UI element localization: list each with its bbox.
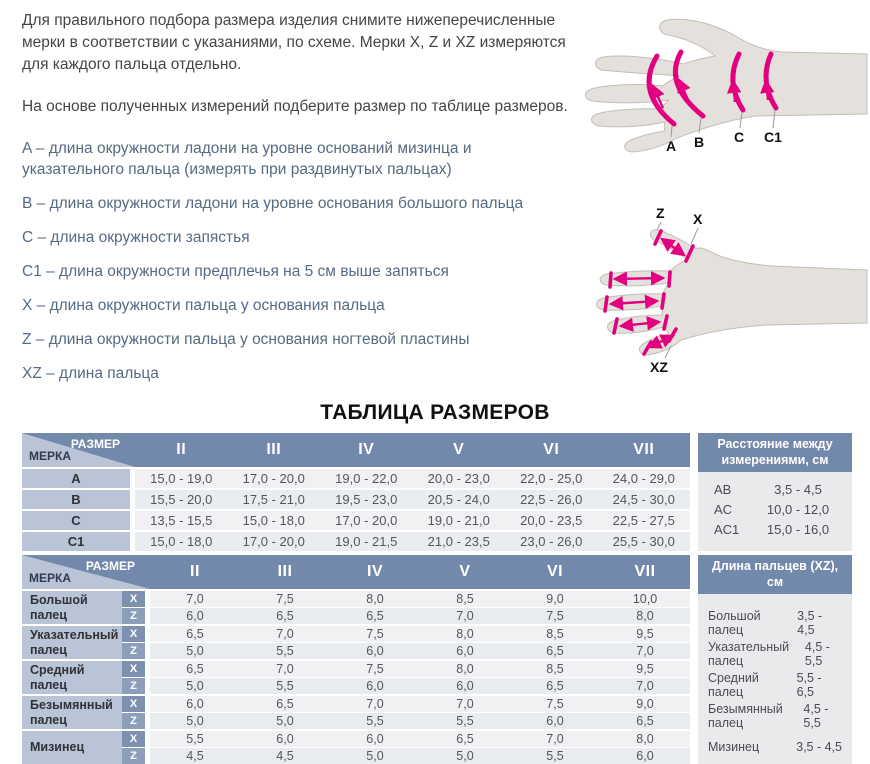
column-header: V (420, 555, 510, 589)
cell-value: 7,0 (600, 644, 690, 658)
cell-value: 9,0 (600, 697, 690, 711)
size-table-row (22, 511, 690, 530)
panel-row (698, 732, 852, 763)
row-values (150, 731, 690, 747)
panel-row-value: 3,5 - 4,5 (756, 482, 840, 497)
cell-value: 5,0 (240, 714, 330, 728)
cell-value: 5,5 (420, 714, 510, 728)
panel-row (698, 701, 852, 732)
cell-value: 13,5 - 15,5 (135, 513, 228, 528)
row-values (150, 608, 690, 624)
sub-label-x: X (122, 696, 145, 712)
band-label-b: B (694, 134, 704, 150)
column-header: III (240, 555, 330, 589)
row-label: C1 (22, 532, 130, 551)
row-values (150, 643, 690, 659)
sub-label-x: X (122, 626, 145, 642)
cell-value: 19,0 - 21,0 (413, 513, 506, 528)
cell-value: 21,0 - 23,5 (413, 534, 506, 549)
cell-value: 6,5 (240, 697, 330, 711)
cell-value: 6,0 (420, 679, 510, 693)
finger-sub-row (122, 678, 690, 694)
sub-label-z: Z (122, 608, 145, 624)
panel-row (698, 500, 852, 520)
row-values (150, 591, 690, 607)
cell-value: 15,5 - 20,0 (135, 492, 228, 507)
cell-value: 5,0 (330, 749, 420, 763)
cell-value: 7,0 (600, 679, 690, 693)
cell-value: 6,5 (510, 679, 600, 693)
cell-value: 7,0 (150, 592, 240, 606)
sub-label-x: X (122, 661, 145, 677)
corner-merka-label: МЕРКА (29, 571, 71, 585)
panel-row (698, 639, 852, 670)
sub-label-x: X (122, 731, 145, 747)
definition-item: Z – длина окружности пальца у основания ногтевой пластины (22, 329, 574, 350)
panel-row-label: Безымянный палец (708, 702, 803, 730)
row-values (150, 626, 690, 642)
row-label: A (22, 469, 130, 488)
cell-value: 7,0 (420, 697, 510, 711)
table-header (22, 433, 690, 467)
cell-value: 20,0 - 23,5 (505, 513, 598, 528)
panel-row-label: Большой палец (708, 609, 797, 637)
size-table-row (22, 490, 690, 509)
cell-value: 7,5 (330, 662, 420, 676)
panel-row-label: Мизинец (708, 740, 759, 754)
cell-value: 7,0 (330, 697, 420, 711)
cell-value: 5,0 (150, 714, 240, 728)
row-values (150, 748, 690, 764)
finger-group (22, 731, 690, 764)
definition-item: B – длина окружности ладони на уровне основания большого пальца (22, 193, 574, 214)
cell-value: 6,5 (150, 627, 240, 641)
row-values (135, 511, 690, 530)
row-values (135, 532, 690, 551)
finger-group (22, 626, 690, 659)
row-values (150, 661, 690, 677)
panel-row-value: 10,0 - 12,0 (756, 502, 840, 517)
cell-value: 15,0 - 18,0 (228, 513, 321, 528)
size-table (22, 433, 690, 551)
corner-size-label: РАЗМЕР (71, 437, 120, 451)
cell-value: 8,5 (510, 662, 600, 676)
sub-label-z: Z (122, 713, 145, 729)
finger-sub-row (122, 661, 690, 677)
mark-label-x: X (693, 211, 703, 227)
row-values (135, 490, 690, 509)
finger-sub-row (122, 643, 690, 659)
column-header: II (150, 555, 240, 589)
cell-value: 7,0 (510, 732, 600, 746)
finger-label: Большой палец (22, 591, 122, 624)
measure-definitions (22, 138, 574, 384)
definition-item: X – длина окружности пальца у основания пальца (22, 295, 574, 316)
cell-value: 4,5 (150, 749, 240, 763)
diagram-column (574, 10, 870, 397)
finger-sub-row (122, 713, 690, 729)
finger-table (22, 555, 690, 764)
cell-value: 17,0 - 20,0 (228, 471, 321, 486)
cell-value: 8,0 (600, 609, 690, 623)
cell-value: 6,5 (600, 714, 690, 728)
cell-value: 20,0 - 23,0 (413, 471, 506, 486)
panel-row-value: 15,0 - 16,0 (756, 522, 840, 537)
panel-body (698, 594, 852, 764)
column-header: VII (598, 433, 691, 467)
column-header: II (135, 433, 228, 467)
cell-value: 9,5 (600, 627, 690, 641)
cell-value: 8,0 (420, 627, 510, 641)
hand-finger-diagram (574, 186, 870, 386)
cell-value: 6,0 (420, 644, 510, 658)
cell-value: 9,0 (510, 592, 600, 606)
size-table-block (22, 433, 870, 551)
row-values (135, 469, 690, 488)
size-table-row (22, 469, 690, 488)
panel-row (698, 520, 852, 540)
finger-group (22, 591, 690, 624)
cell-value: 6,0 (330, 732, 420, 746)
finger-group (22, 696, 690, 729)
cell-value: 8,5 (420, 592, 510, 606)
panel-row-value: 5,5 - 6,5 (797, 671, 842, 699)
cell-value: 15,0 - 19,0 (135, 471, 228, 486)
corner-cell (22, 433, 135, 467)
cell-value: 8,5 (510, 627, 600, 641)
cell-value: 5,0 (150, 644, 240, 658)
cell-value: 6,0 (330, 644, 420, 658)
column-header: IV (320, 433, 413, 467)
cell-value: 6,0 (150, 609, 240, 623)
panel-row (698, 670, 852, 701)
cell-value: 6,0 (240, 732, 330, 746)
column-header: III (228, 433, 321, 467)
hand-silhouette (585, 19, 867, 152)
cell-value: 7,5 (510, 697, 600, 711)
row-label: B (22, 490, 130, 509)
cell-value: 5,5 (240, 644, 330, 658)
cell-value: 8,0 (600, 732, 690, 746)
finger-label: Средний палец (22, 661, 122, 694)
definition-item: C1 – длина окружности предплечья на 5 см выше запяться (22, 261, 574, 282)
cell-value: 17,5 - 21,0 (228, 492, 321, 507)
cell-value: 6,0 (600, 749, 690, 763)
panel-row (698, 480, 852, 500)
distance-panel (698, 433, 852, 551)
finger-sub-row (122, 626, 690, 642)
finger-label: Мизинец (22, 731, 122, 764)
band-label-a: A (666, 138, 676, 154)
finger-sub-row (122, 608, 690, 624)
column-header: VII (600, 555, 690, 589)
column-header: IV (330, 555, 420, 589)
definition-item: C – длина окружности запястья (22, 227, 574, 248)
cell-value: 6,5 (510, 644, 600, 658)
cell-value: 22,5 - 27,5 (598, 513, 691, 528)
cell-value: 7,0 (240, 627, 330, 641)
corner-cell (22, 555, 150, 589)
panel-row (698, 608, 852, 639)
row-values (150, 678, 690, 694)
cell-value: 5,5 (510, 749, 600, 763)
finger-label: Безымянный палец (22, 696, 122, 729)
cell-value: 20,5 - 24,0 (413, 492, 506, 507)
cell-value: 6,5 (330, 609, 420, 623)
sub-label-z: Z (122, 748, 145, 764)
cell-value: 7,5 (330, 627, 420, 641)
cell-value: 5,5 (150, 732, 240, 746)
sub-label-z: Z (122, 678, 145, 694)
corner-merka-label: МЕРКА (29, 449, 71, 463)
row-values (150, 713, 690, 729)
intro-paragraph-1: Для правильного подбора размера изделия снимите нижеперечисленные мерки в соответствии с указаниями, по схеме. Мерки X, Z и XZ измеряются для каждого пальца отдельно. (22, 10, 574, 76)
cell-value: 7,5 (510, 609, 600, 623)
band-label-c: C (734, 129, 744, 145)
cell-value: 7,0 (420, 609, 510, 623)
cell-value: 24,0 - 29,0 (598, 471, 691, 486)
cell-value: 4,5 (240, 749, 330, 763)
finger-sub-row (122, 731, 690, 747)
cell-value: 24,5 - 30,0 (598, 492, 691, 507)
mark-label-z: Z (656, 205, 665, 221)
cell-value: 6,0 (150, 697, 240, 711)
cell-value: 5,0 (150, 679, 240, 693)
table-header (22, 555, 690, 589)
cell-value: 15,0 - 18,0 (135, 534, 228, 549)
cell-value: 23,0 - 26,0 (505, 534, 598, 549)
finger-length-panel (698, 555, 852, 764)
panel-row-value: 3,5 - 4,5 (797, 609, 842, 637)
cell-value: 5,0 (420, 749, 510, 763)
mark-label-xz: XZ (650, 359, 668, 375)
header-columns (135, 433, 690, 467)
panel-row-label: AB (714, 482, 756, 497)
cell-value: 6,5 (150, 662, 240, 676)
size-table-row (22, 532, 690, 551)
definition-item: A – длина окружности ладони на уровне оснований мизинца и указательного пальца (измерять при раздвинутых пальцах) (22, 138, 574, 180)
hand-girth-diagram (574, 10, 870, 180)
cell-value: 17,0 - 20,0 (320, 513, 413, 528)
panel-row-label: Средний палец (708, 671, 797, 699)
panel-row-label: AC (714, 502, 756, 517)
band-label-c1: C1 (764, 129, 782, 145)
cell-value: 6,0 (510, 714, 600, 728)
panel-row-value: 4,5 - 5,5 (803, 702, 842, 730)
finger-sub-row (122, 748, 690, 764)
column-header: V (413, 433, 506, 467)
finger-sub-row (122, 591, 690, 607)
panel-row-label: AC1 (714, 522, 756, 537)
cell-value: 5,5 (330, 714, 420, 728)
corner-size-label: РАЗМЕР (86, 559, 135, 573)
hand-silhouette (597, 230, 867, 355)
sub-label-z: Z (122, 643, 145, 659)
header-columns (150, 555, 690, 589)
cell-value: 5,5 (240, 679, 330, 693)
cell-value: 6,0 (330, 679, 420, 693)
cell-value: 25,5 - 30,0 (598, 534, 691, 549)
section-title: ТАБЛИЦА РАЗМЕРОВ (0, 401, 870, 425)
cell-value: 10,0 (600, 592, 690, 606)
row-values (150, 696, 690, 712)
cell-value: 22,5 - 26,0 (505, 492, 598, 507)
finger-sub-row (122, 696, 690, 712)
intro-column (22, 10, 574, 397)
panel-body (698, 472, 852, 552)
finger-group (22, 661, 690, 694)
panel-title: Длина пальцев (XZ), см (698, 555, 852, 594)
cell-value: 22,0 - 25,0 (505, 471, 598, 486)
cell-value: 19,5 - 23,0 (320, 492, 413, 507)
cell-value: 7,5 (240, 592, 330, 606)
panel-title: Расстояние между измерениями, см (698, 433, 852, 472)
cell-value: 6,5 (240, 609, 330, 623)
cell-value: 19,0 - 22,0 (320, 471, 413, 486)
panel-row-value: 3,5 - 4,5 (796, 740, 842, 754)
definition-item: XZ – длина пальца (22, 363, 574, 384)
finger-nail-ticks-z (605, 231, 661, 354)
cell-value: 8,0 (330, 592, 420, 606)
cell-value: 17,0 - 20,0 (228, 534, 321, 549)
cell-value: 19,0 - 21,5 (320, 534, 413, 549)
intro-paragraph-2: На основе полученных измерений подберите размер по таблице размеров. (22, 96, 574, 118)
panel-row-label: Указательный палец (708, 640, 805, 668)
cell-value: 6,5 (420, 732, 510, 746)
column-header: VI (510, 555, 600, 589)
cell-value: 7,0 (240, 662, 330, 676)
cell-value: 8,0 (420, 662, 510, 676)
cell-value: 9,5 (600, 662, 690, 676)
finger-table-block (22, 555, 870, 764)
sub-label-x: X (122, 591, 145, 607)
panel-row-value: 4,5 - 5,5 (805, 640, 842, 668)
row-label: C (22, 511, 130, 530)
finger-label: Указательный палец (22, 626, 122, 659)
column-header: VI (505, 433, 598, 467)
